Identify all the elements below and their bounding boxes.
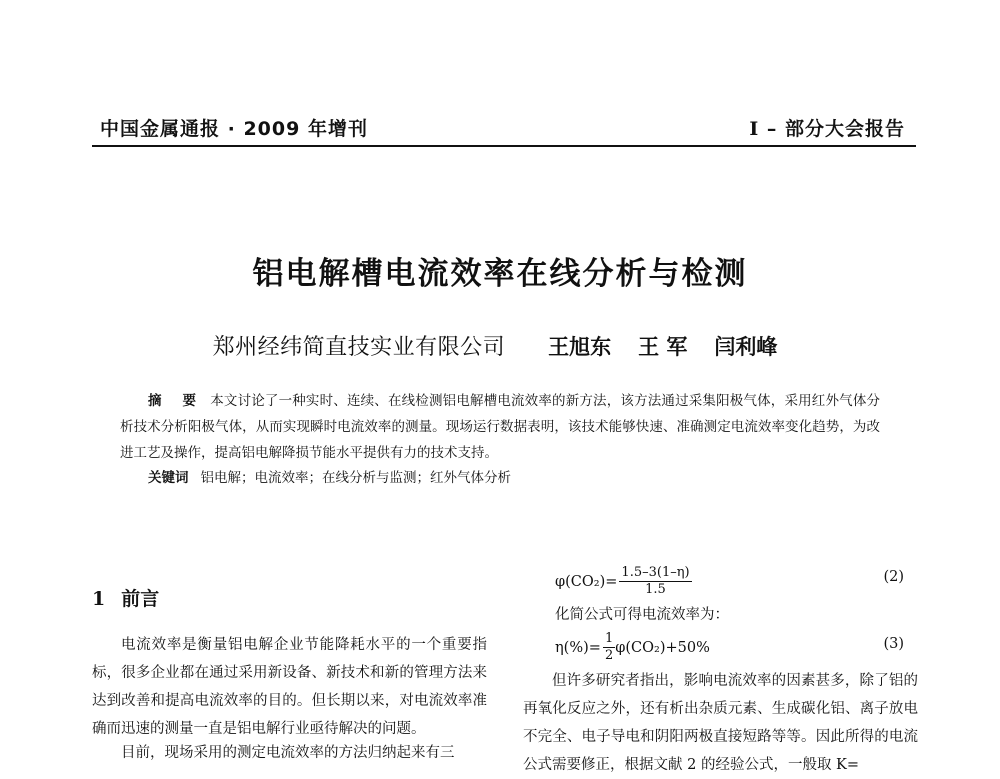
right-paragraph: 但许多研究者指出，影响电流效率的因素甚多，除了铝的再氧化反应之外，还有析出杂质元素、生成碳化铝、离子放电不完全、电子导电和阴阳两极直接短路等等。因此所得的电流公式需要修正，根据文献 2 的经验公式，一般取 K= xyxy=(523,673,918,773)
paper-title: 铝电解槽电流效率在线分析与检测 xyxy=(252,256,748,292)
header-rule xyxy=(92,145,916,147)
author-line xyxy=(0,330,1000,361)
equation-3 xyxy=(555,631,710,664)
author-name: 王 军 xyxy=(638,334,688,359)
keywords xyxy=(148,466,511,486)
eq3-rhs: φ(CO₂)+50% xyxy=(615,639,710,656)
section-number: 1 xyxy=(92,588,106,610)
eq3-lhs: η(%)= xyxy=(555,639,601,656)
section-title: 前言 xyxy=(121,588,160,610)
eq2-fraction xyxy=(619,565,691,598)
eq3-numerator: 1 xyxy=(604,631,614,646)
keywords-text: 铝电解；电流效率；在线分析与监测；红外气体分析 xyxy=(200,470,511,486)
section-heading xyxy=(92,584,159,611)
eq3-denominator: 2 xyxy=(604,648,614,663)
author-name: 闫利峰 xyxy=(714,334,778,359)
abstract-label: 摘 要 xyxy=(148,393,205,409)
abstract xyxy=(120,388,880,466)
intro-paragraph-1: 电流效率是衡量铝电解企业节能降耗水平的一个重要指标，很多企业都在通过采用新设备、新技术和新的管理方法来达到改善和提高电流效率的目的。但长期以来，对电流效率准确而迅速的测量一直是铝电解行业亟待解决的问题。 xyxy=(92,637,487,737)
eq2-numerator: 1.5–3(1–η) xyxy=(621,565,690,580)
eq3-fraction xyxy=(603,631,615,664)
eq2-denominator: 1.5 xyxy=(645,582,666,597)
keywords-label: 关键词 xyxy=(148,470,189,486)
simplify-text: 化简公式可得电流效率为： xyxy=(555,607,729,623)
author-name: 王旭东 xyxy=(548,334,612,359)
abstract-text: 本文讨论了一种实时、连续、在线检测铝电解槽电流效率的新方法，该方法通过采集阳极气体，采用红外气体分析技术分析阳极气体，从而实现瞬时电流效率的测量。现场运行数据表明，该技术能够快速、准确测定电流效率变化趋势，为改进工艺及操作，提高铝电解降损节能水平提供有力的技术支持。 xyxy=(120,393,880,461)
equation-2-number: (2) xyxy=(883,569,904,585)
journal-header: 中国金属通报 · 2009 年增刊 xyxy=(100,118,368,140)
equation-2 xyxy=(555,565,692,598)
section-header: I – 部分大会报告 xyxy=(749,118,905,140)
affiliation: 郑州经纬简直技实业有限公司 xyxy=(212,335,506,360)
eq2-lhs: φ(CO₂)= xyxy=(555,573,618,590)
equation-3-number: (3) xyxy=(883,636,904,652)
intro-paragraph-2: 目前，现场采用的测定电流效率的方法归纳起来有三 xyxy=(121,745,455,761)
